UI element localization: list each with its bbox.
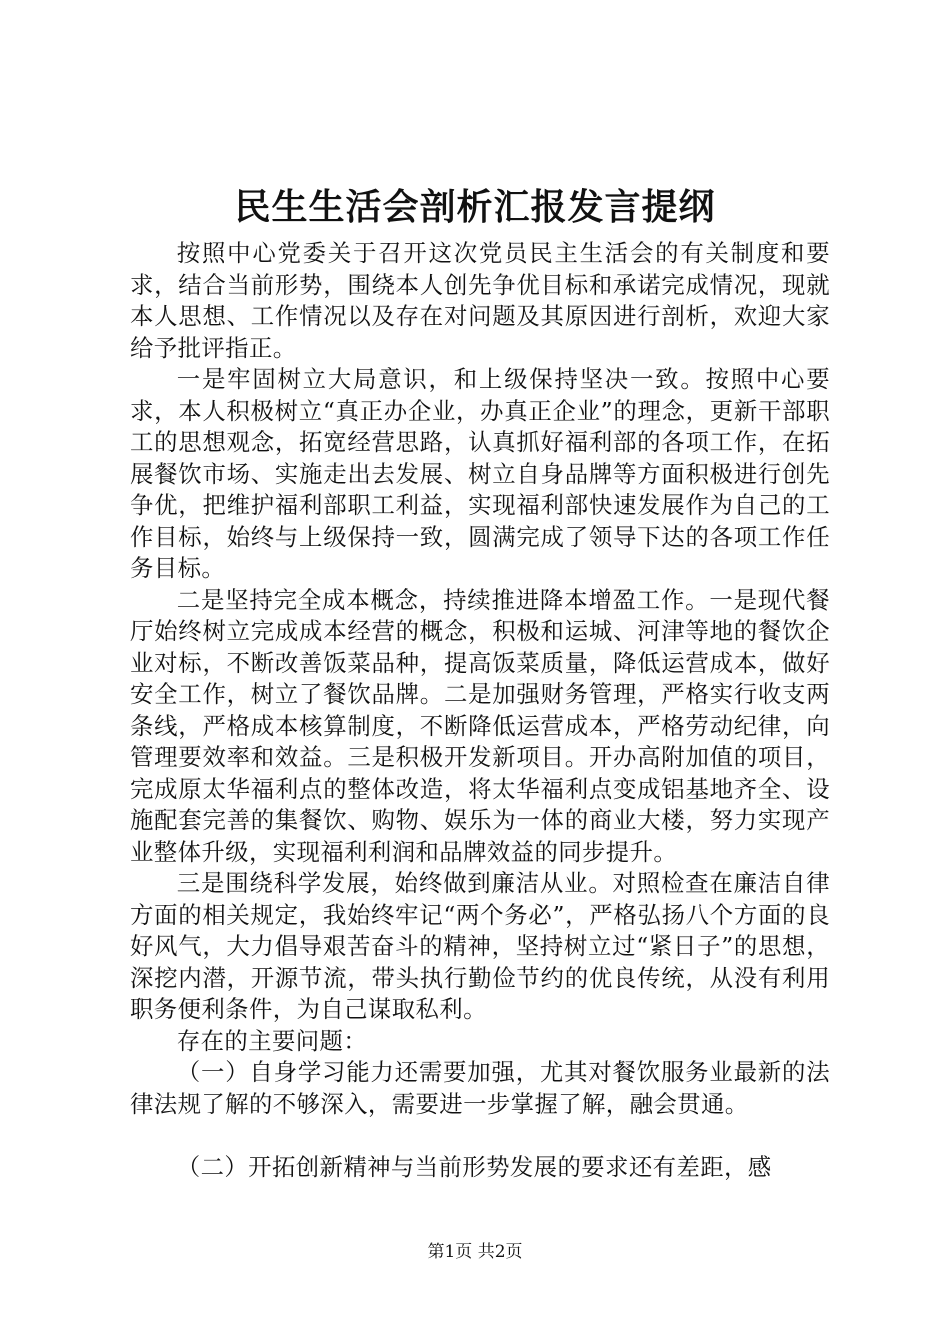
problem-one-paragraph: （一）自身学习能力还需要加强，尤其对餐饮服务业最新的法律法规了解的不够深入，需要进一步掌握了解，融会贯通。 [130,1058,830,1118]
problem-two-paragraph: （二）开拓创新精神与当前形势发展的要求还有差距，感 [176,1153,772,1181]
document-title: 民生生活会剖析汇报发言提纲 [234,187,716,228]
point-two-paragraph: 二是坚持完全成本概念，持续推进降本增盈工作。一是现代餐厅始终树立完成成本经营的概念，积极和运城、河津等地的餐饮企业对标，不断改善饭菜品种，提高饭菜质量，降低运营成本，做好安全工作，树立了餐饮品牌。二是加强财务管理，严格实行收支两条线，严格成本核算制度，不断降低运营成本，严格劳动纪律，向管理要效率和效益。三是积极开发新项目。开办高附加值的项目，完成原太华福利点的整体改造，将太华福利点变成铝基地齐全、设施配套完善的集餐饮、购物、娱乐为一体的商业大楼，努力实现产业整体升级，实现福利利润和品牌效益的同步提升。 [130,585,830,866]
point-one-paragraph: 一是牢固树立大局意识，和上级保持坚决一致。按照中心要求，本人积极树立“真正办企业，办真正企业”的理念，更新干部职工的思想观念，拓宽经营思路，认真抓好福利部的各项工作，在拓展餐饮市场、实施走出去发展、树立自身品牌等方面积极进行创先争优，把维护福利部职工利益，实现福利部快速发展作为自己的工作目标，始终与上级保持一致，圆满完成了领导下达的各项工作任务目标。 [130,365,830,582]
problems-heading: 存在的主要问题： [176,1026,368,1055]
document-body [130,238,830,1184]
intro-paragraph: 按照中心党委关于召开这次党员民主生活会的有关制度和要求，结合当前形势，围绕本人创先争优目标和承诺完成情况，现就本人思想、工作情况以及存在对问题及其原因进行剖析，欢迎大家给予批评指正。 [130,239,830,362]
page-number-footer: 第1页 共2页 [427,1242,523,1262]
point-three-paragraph: 三是围绕科学发展，始终做到廉洁从业。对照检查在廉洁自律方面的相关规定，我始终牢记“两个务必”，严格弘扬八个方面的良好风气，大力倡导艰苦奋斗的精神，坚持树立过“紧日子”的思想，深挖内潜，开源节流，带头执行勤俭节约的优良传统，从没有利用职务便利条件，为自己谋取私利。 [130,869,830,1023]
